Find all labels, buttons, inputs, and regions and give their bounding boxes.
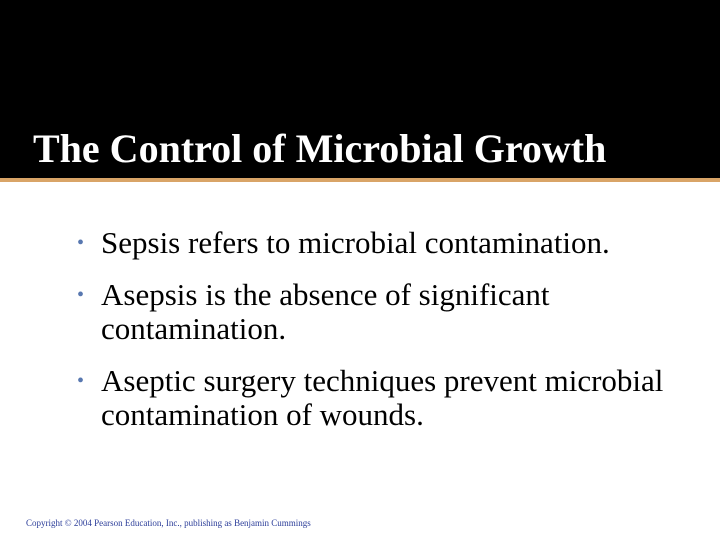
bullet-item-sepsis bbox=[78, 226, 698, 260]
bullet-item-asepsis bbox=[78, 278, 698, 346]
bullet-icon: • bbox=[77, 232, 85, 254]
bullet-text-sepsis: Sepsis refers to microbial contamination. bbox=[101, 225, 610, 260]
bullet-item-aseptic-surgery bbox=[78, 364, 698, 432]
bullet-icon: • bbox=[77, 284, 85, 306]
bullet-text-aseptic-surgery: Aseptic surgery techniques prevent microbial contamination of wounds. bbox=[101, 363, 664, 432]
bullet-icon: • bbox=[77, 370, 85, 392]
copyright-notice: Copyright © 2004 Pearson Education, Inc., publishing as Benjamin Cummings bbox=[26, 518, 311, 528]
bullet-list bbox=[78, 226, 698, 450]
slide-title: The Control of Microbial Growth bbox=[33, 126, 607, 171]
title-band bbox=[0, 0, 720, 178]
slide-content bbox=[0, 182, 720, 540]
bullet-text-asepsis: Asepsis is the absence of significant contamination. bbox=[101, 277, 550, 346]
